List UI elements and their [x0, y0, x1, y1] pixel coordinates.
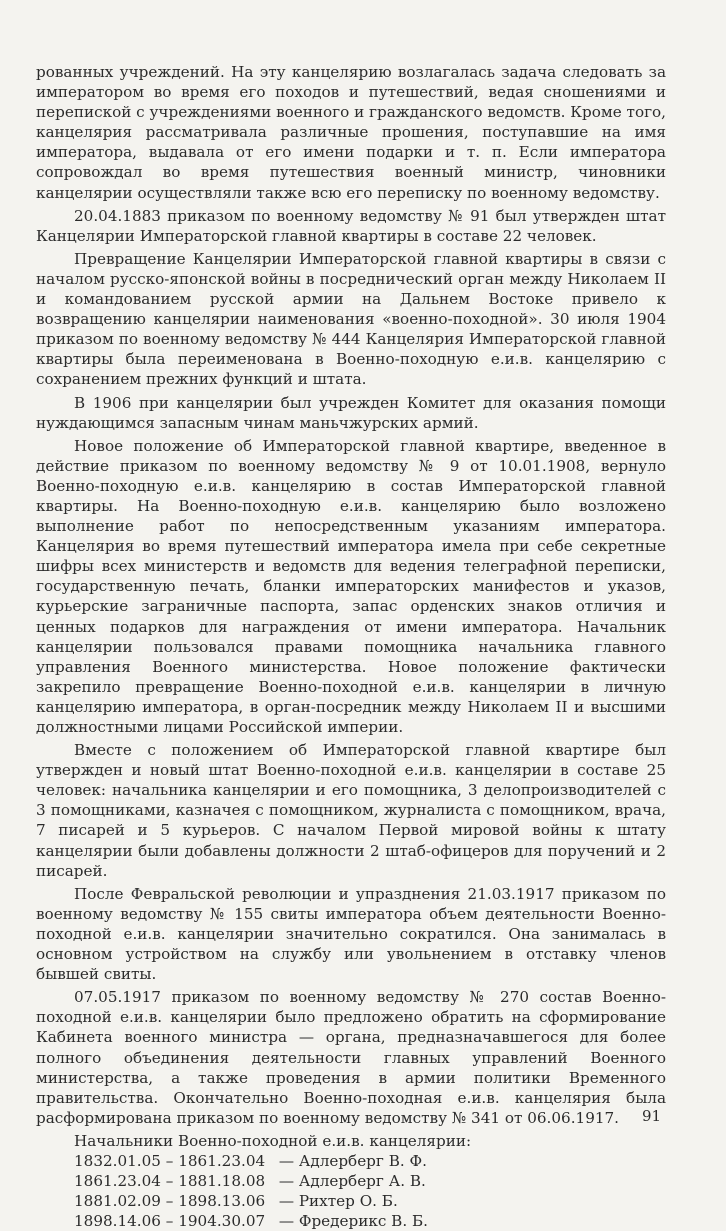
chief-name: — Фредерикс В. Б. [278, 1212, 428, 1231]
list-item [36, 1211, 666, 1231]
list-item [36, 1171, 666, 1191]
chief-dates: 1898.14.06 – 1904.30.07 [74, 1212, 266, 1231]
paragraph-new-staff: Вместе с положением об Императорской главной квартире был утвержден и новый штат Военно-походной е.и.в. канцелярии в составе 25 человек: начальника канцелярии и его помощника, 3 делопроизводителей с 3 помощниками, казначея с помощником, журналиста с помощником, врача, 7 писарей и 5 курьеров. С началом Первой мировой войны к штату канцелярии были добавлены должности 2 штаб-офицеров для поручений и 2 писарей. [36, 741, 666, 880]
chief-name: — Адлерберг А. В. [278, 1172, 426, 1191]
list-item [36, 1151, 666, 1171]
chief-name: — Адлерберг В. Ф. [278, 1151, 427, 1170]
list-item [36, 1191, 666, 1211]
chief-name: — Рихтер О. Б. [278, 1192, 398, 1211]
chief-dates: 1881.02.09 – 1898.13.06 [74, 1192, 266, 1211]
chiefs-list-title: Начальники Военно-походной е.и.в. канцелярии: [74, 1131, 472, 1150]
paragraph-new-regulation-1908: Новое положение об Императорской главной квартире, введенное в действие приказом по военному ведомству № 9 от 10.01.1908, вернуло Военно-походную е.и.в. канцелярию в состав Императорской главной квартиры. На Военно-походную е.и.в. канцелярию было возложено выполнение работ по непосредственным указаниям императора. Канцелярия во время путешествий императора имела при себе секретные шифры всех министерств и ведомств для ведения телеграфной переписки, государственную печать, бланки императорских манифестов и указов, курьерские заграничные паспорта, запас орденских знаков отличия и ценных подарков для награждения от имени императора. Начальник канцелярии пользовался правами помощника начальника главного управления Военного министерства. Новое положение фактически закрепило превращение Военно-походной е.и.в. канцелярии в личную канцелярию императора, в орган-посредник между Николаем II и высшими должностными лицами Российской империи. [36, 436, 666, 736]
paragraph-russo-japanese-war: Превращение Канцелярии Императорской главной квартиры в связи с началом русско-японской войны в посреднический орган между Николаем II и командованием русской армии на Дальнем Востоке привело к возвращению канцелярии наименования «военно-походной». 30 июля 1904 приказом по военному ведомству № 444 Канцелярия Императорской главной квартиры была переименована в Военно-походную е.и.в. канцелярию с сохранением прежних функций и штата. [36, 249, 666, 389]
paragraph-continuation: рованных учреждений. На эту канцелярию возлагалась задача следовать за императором во время его походов и путешествий, ведая сношениями и перепиской с учреждениями военного и гражданского ведомств. Кроме того, канцелярия рассматривала различные прошения, поступавшие на имя императора, выдавала от его имени подарки и т. п. Если императора сопровождал во время путешествия военный министр, чиновники канцелярии осуществляли также всю его переписку по военному ведомству. [36, 63, 667, 202]
paragraph-february-revolution: После Февральской революции и упразднения 21.03.1917 приказом по военному ведомству № 155 свиты императора объем деятельности Военно-походной е.и.в. канцелярии значительно сократился. Она занималась в основном устройством на службу или увольнением в отставку членов бывшей свиты. [36, 884, 666, 984]
body-text [36, 62, 666, 1231]
chief-dates: 1832.01.05 – 1861.23.04 [74, 1151, 266, 1170]
chiefs-list [36, 1151, 666, 1231]
page-number: 91 [642, 1107, 662, 1125]
paragraph-staff-1883: 20.04.1883 приказом по военному ведомству № 91 был утвержден штат Канцелярии Императорской главной квартиры в составе 22 человек. [36, 206, 666, 245]
paragraph-disbandment-1917: 07.05.1917 приказом по военному ведомству № 270 состав Военно-походной е.и.в. канцелярии было предложено обратить на сформирование Кабинета военного министра — органа, предназначавшегося для более полного объединения деятельности главных управлений Военного министерства, а также проведения в армии политики Временного правительства. Окончательно Военно-походная е.и.в. канцелярия была расформирована приказом по военному ведомству № 341 от 06.06.1917. [36, 988, 666, 1127]
paragraph-committee-1906: В 1906 при канцелярии был учрежден Комитет для оказания помощи нуждающимся запасным чинам маньчжурских армий. [36, 393, 666, 432]
chief-dates: 1861.23.04 – 1881.18.08 [74, 1172, 266, 1191]
